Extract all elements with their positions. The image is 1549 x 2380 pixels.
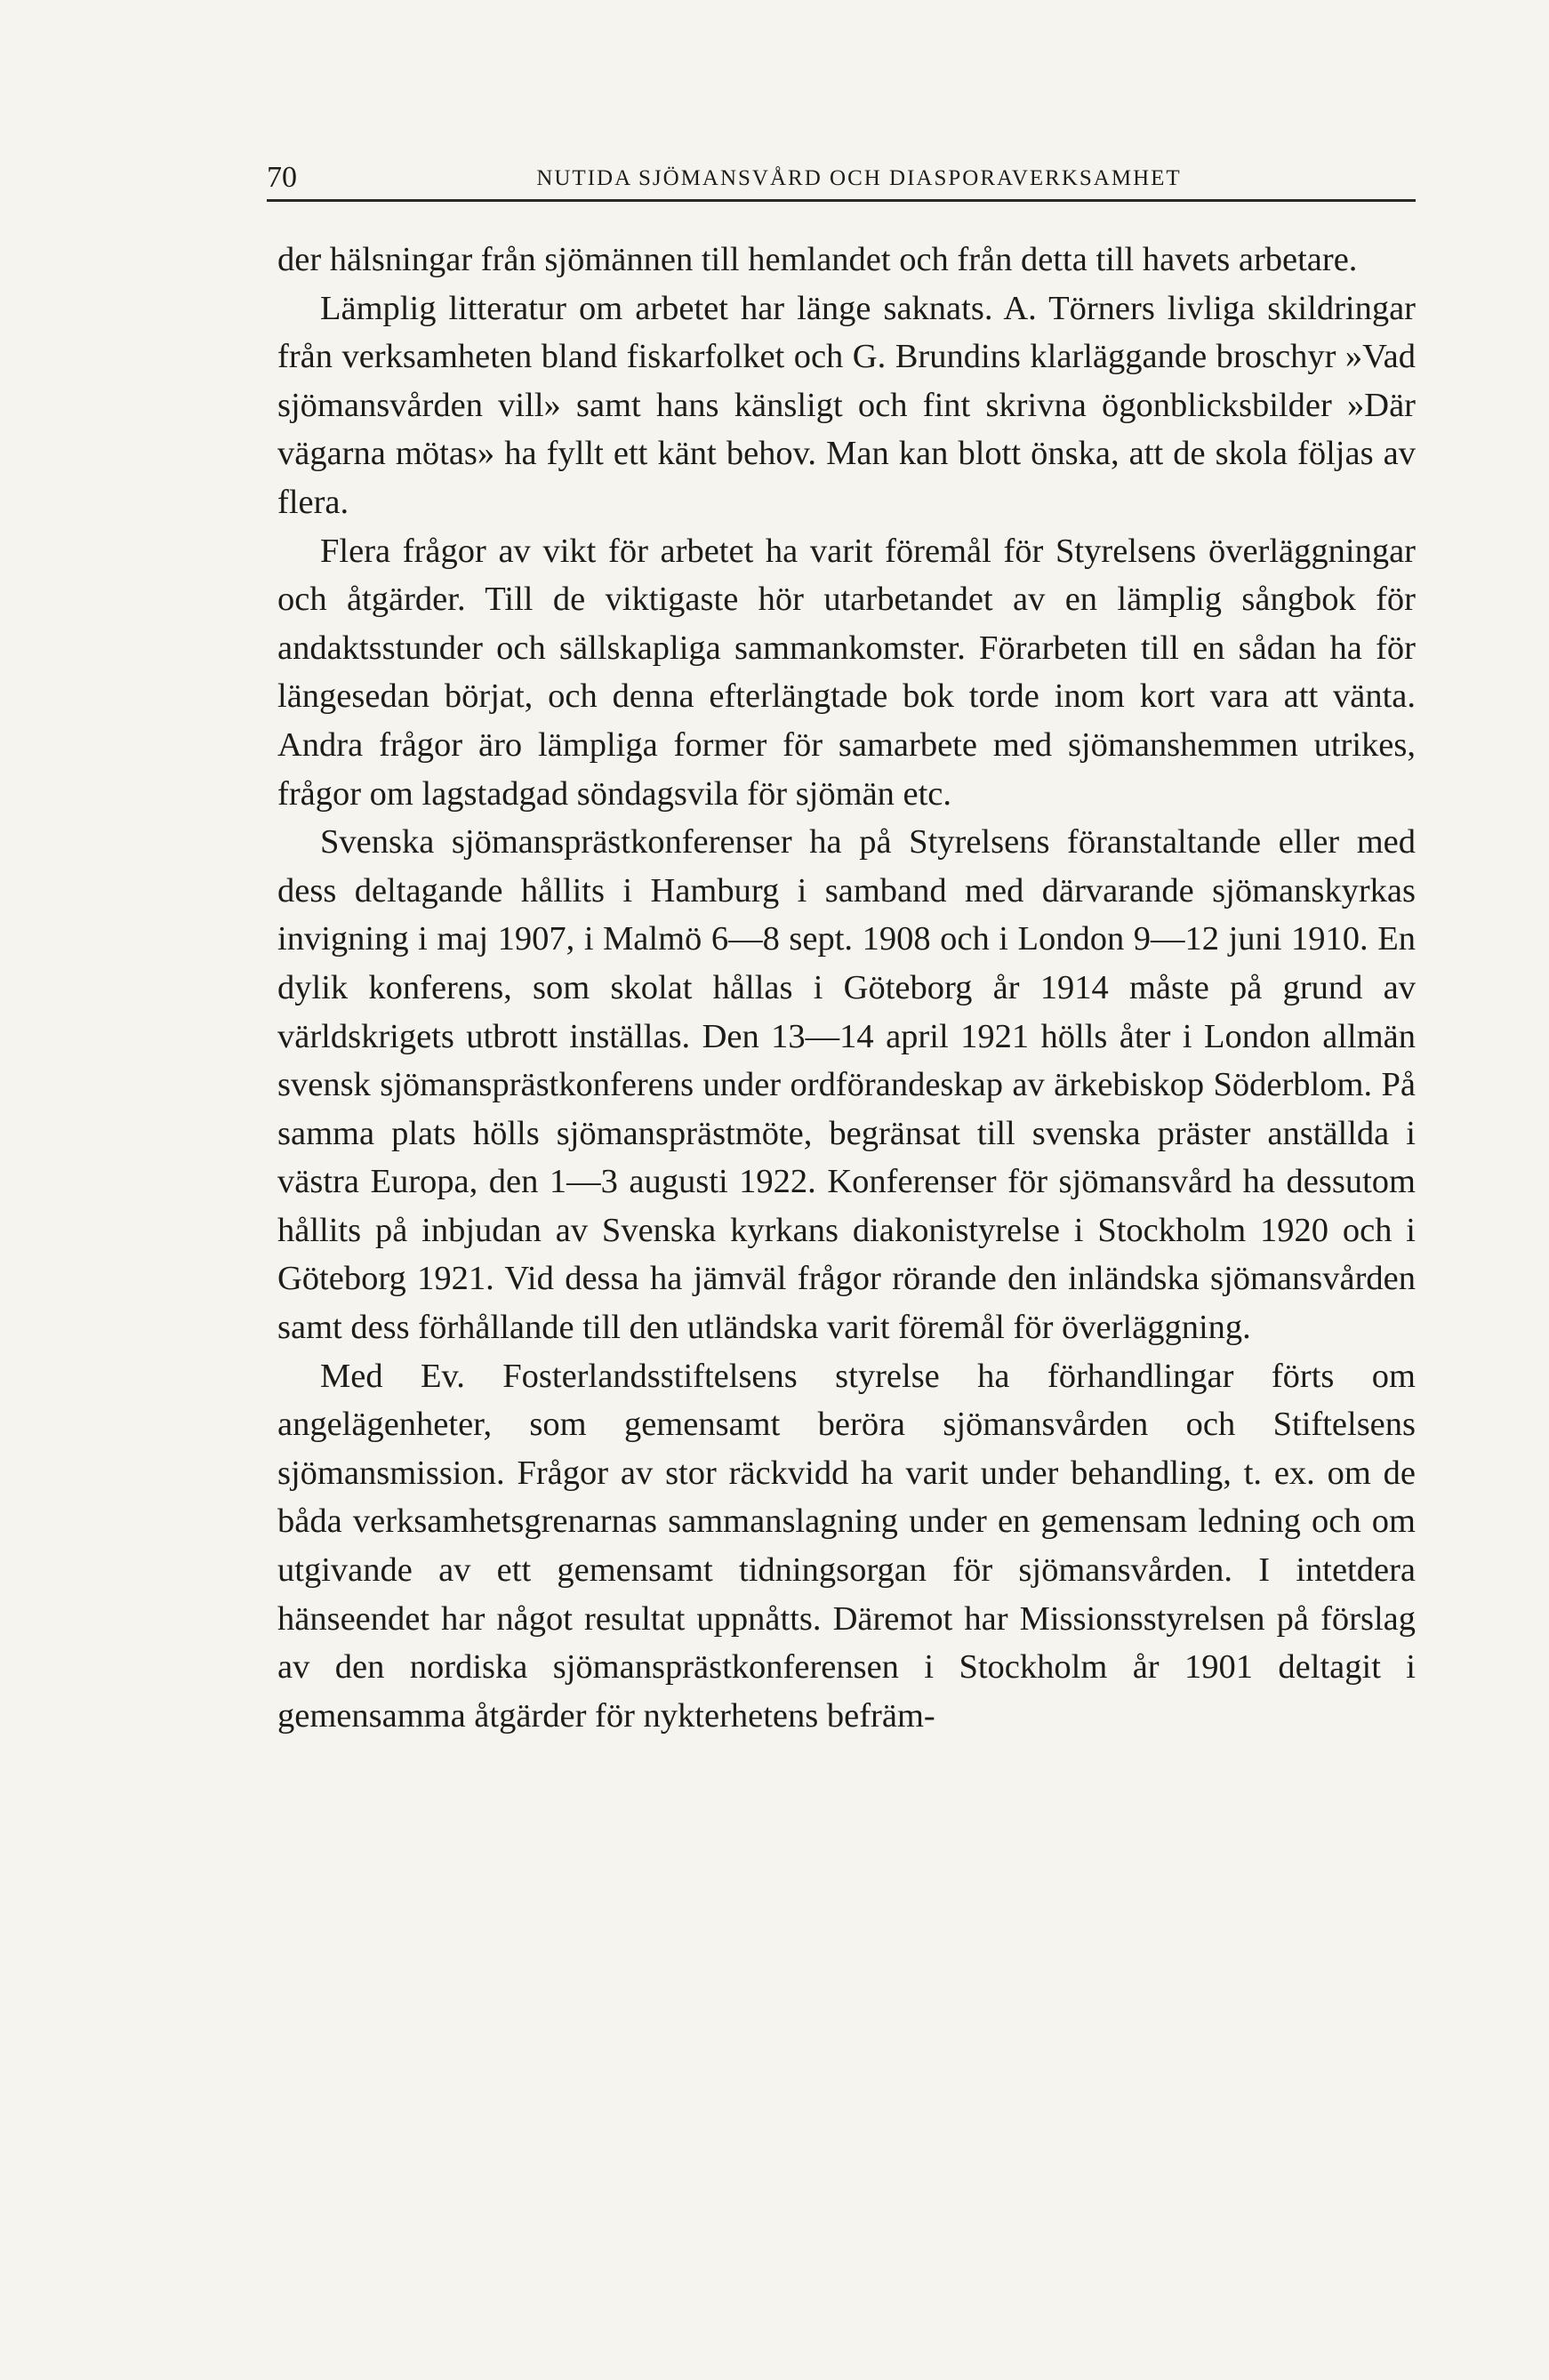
paragraph-conferences: Svenska sjömansprästkonferenser ha på Styrelsens föranstaltande eller med dess deltagande hållits i Hamburg i samband med därvarande sjömanskyrkas invigning i maj 1907, i Malmö 6—8 sept. 1908 och i London 9—12 juni 1910. En dylik konferens, som skolat hållas i Göteborg år 1914 måste på grund av världskrigets utbrott inställas. Den 13—14 april 1921 hölls åter i London allmän svensk sjömansprästkonferens under ordförandeskap av ärkebiskop Söderblom. På samma plats hölls sjömansprästmöte, begränsat till svenska präster anställda i västra Europa, den 1—3 augusti 1922. Konferenser för sjömansvård ha dessutom hållits på inbjudan av Svenska kyrkans diakonistyrelse i Stockholm 1920 och i Göteborg 1921. Vid dessa ha jämväl frågor rörande den inländska sjömansvården samt dess förhållande till den utländska varit föremål för överläggning.: [277, 823, 1416, 1347]
page-number: 70: [267, 161, 297, 194]
page-header: [267, 160, 1416, 202]
paragraph-literature: Lämplig litteratur om arbetet har länge saknats. A. Törners livliga skildringar från verksamheten bland fiskarfolket och G. Brundins klarläggande broschyr »Vad sjömansvården vill» samt hans känsligt och fint skrivna ögonblicksbilder »Där vägarna mötas» ha fyllt ett känt behov. Man kan blott önska, att de skola följas av flera.: [277, 289, 1416, 521]
running-title: NUTIDA SJÖMANSVÅRD OCH DIASPORAVERKSAMHET: [536, 166, 1182, 190]
paragraph-fosterland-foundation: Med Ev. Fosterlandsstiftelsens styrelse ha förhandlingar förts om angelägenheter, som gemensamt beröra sjömansvården och Stiftelsens sjömansmission. Frågor av stor räckvidd ha varit under behandling, t. ex. om de båda verksamhetsgrenarnas sammanslagning under en gemensam ledning och om utgivande av ett gemensamt tidningsorgan för sjömansvården. I intetdera hänseendet har något resultat uppnåtts. Däremot har Missionsstyrelsen på förslag av den nordiska sjömansprästkonferensen i Stockholm år 1901 deltagit i gemensamma åtgärder för nykterhetens befräm-: [277, 1357, 1416, 1735]
paragraph-continuation: der hälsningar från sjömännen till hemlandet och från detta till havets arbetare.: [277, 241, 1358, 278]
body-text: [277, 236, 1416, 1740]
paragraph-board-questions: Flera frågor av vikt för arbetet ha varit föremål för Styrelsens överläggningar och åtgärder. Till de viktigaste hör utarbetandet av en lämplig sångbok för andaktsstunder och sällskapliga sammankomster. Förarbeten till en sådan ha för längesedan börjat, och denna efterlängtade bok torde inom kort vara att vänta. Andra frågor äro lämpliga former för samarbete med sjömanshemmen utrikes, frågor om lagstadgad söndagsvila för sjömän etc.: [277, 532, 1416, 813]
